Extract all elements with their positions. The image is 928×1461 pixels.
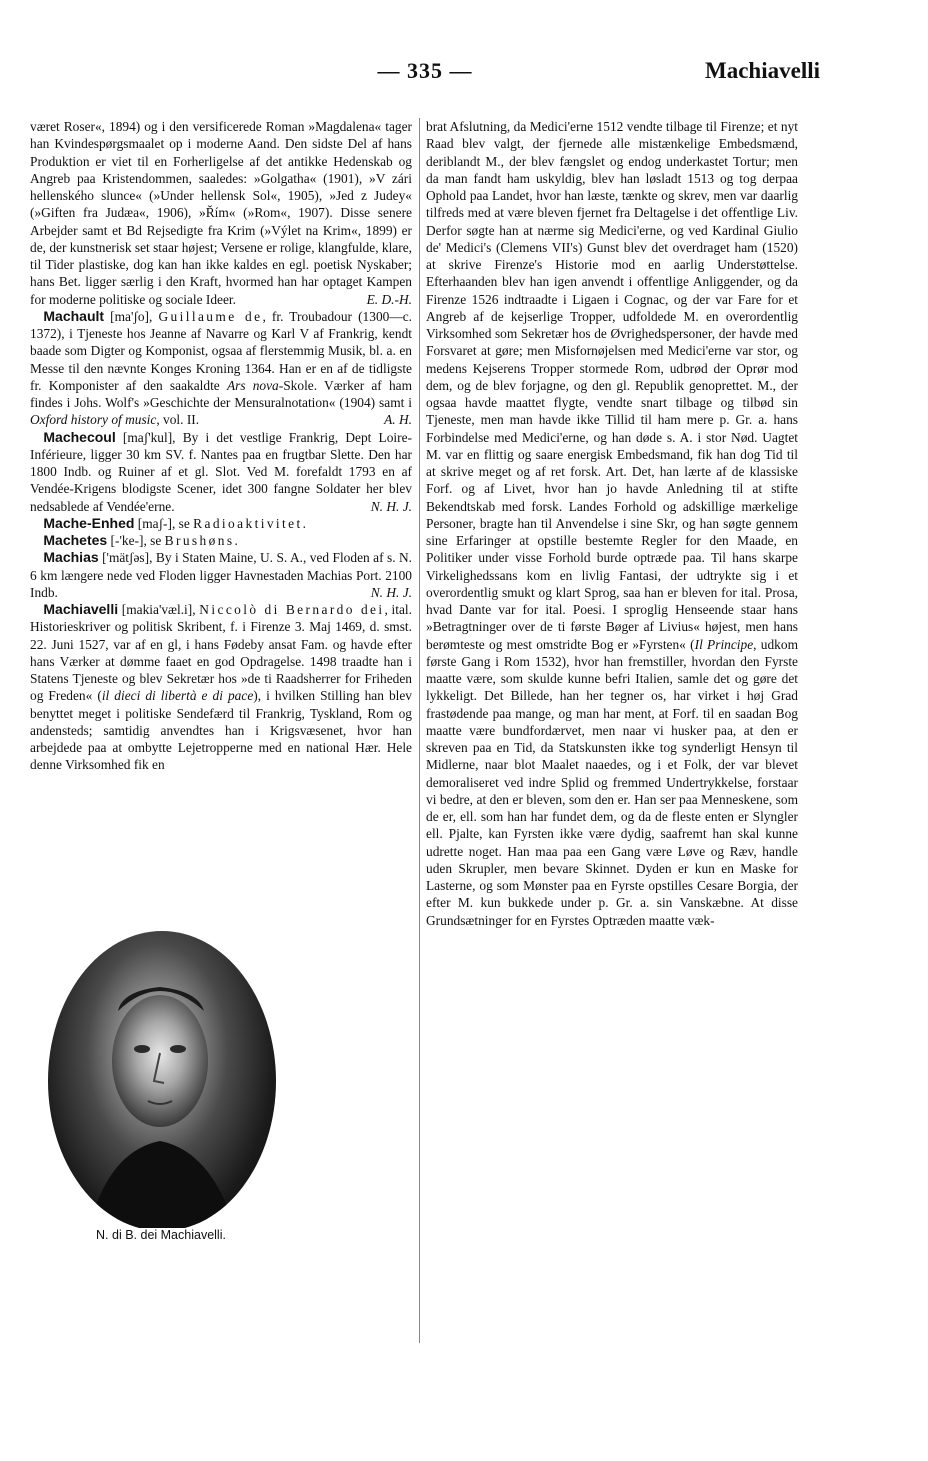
page-number: — 335 — (377, 58, 473, 83)
entry-continued (30, 118, 412, 308)
entry-machiavelli (30, 601, 412, 774)
headword: Mache-Enhed (43, 514, 135, 531)
entry-machetes: Machetes [-'ke-], se Brushøns. (43, 532, 238, 548)
entry-machias (30, 549, 412, 601)
pronunciation: [makia'væl.i], (118, 602, 200, 617)
italic-term: Ars nova (226, 377, 279, 393)
author-signature: E. D.-H. (366, 291, 412, 307)
portrait-figure (30, 905, 292, 1265)
entry-text: ['mätʃəs], By i Staten Maine, U. S. A., ved Floden af s. N. 6 km længere nede ved Floden ligger Havnestaden Machias Port. 2100 Indb. (30, 550, 412, 600)
entry-text: , udkom første Gang i Rom 1532), hvor han fremstiller, hvordan den Fyrste maatte være, som skulde kunne befri Italien, samle det og gøre det lykkeligt. Det Billede, han her tegner os, har virket i høj Grad frastødende paa mange, og man har ment, at Forf. til en saadan Bog maatte være bundfordærvet, men naar vi husker paa, at den er skreven paa en Tid, da Statskunsten ikke tog synderligt Hensyn til Midlerne, naar blot Maalet naaedes, og i et Folk, der var blevet demoraliseret ved indre Splid og fremmed Undertrykkelse, forstaar vi bedre, at den er bleven, som den er. Han ser paa Menneskene, som de er, ell. som han har fundet dem, og da de fleste enten er Slyngler ell. Pjalte, kan Fyrsten ikke være dydig, saafremt han skal kunne udrette noget. Han maa paa een Gang være Løve og Ræv, handle uden Skrupler, men bevare Skinnet. Dyden er kun en Maske for Lasterne, og som Mønster paa en Fyrste opstilles Cesare Borgia, der efter M. kun bukkede under p. Gr. a. sin Vanskæbne. At disse Grundsætninger for en Fyrstes Optræden maatte væk- (426, 636, 798, 928)
headword: Machetes (43, 532, 108, 548)
headword: Machecoul (43, 428, 116, 445)
italic-title: Il Principe (694, 636, 754, 652)
entry-text: -Skole. Værker af ham findes i Johs. Wolf's »Geschichte der Mensuralnotation« (1904) samt i (30, 377, 413, 410)
page-header (30, 58, 820, 98)
entry-text: [-'ke-], se (107, 533, 165, 548)
portrait-caption: N. di B. dei Machiavelli. (30, 1228, 292, 1242)
italic-title: Oxford history of music (30, 412, 157, 428)
machiavelli-portrait-image (48, 931, 276, 1231)
right-column (426, 118, 798, 929)
column-divider (419, 118, 420, 1343)
entry-text: , ital. Historieskriver og politisk Skribent, f. i Firenze 3. Maj 1469, d. smst. 22. Juni 1527, var af en gl, i hans Fødeby ansat Fam. og havde efter hans Værker at dømme faaet en god Opdragelse. 1498 traadte han i Statens Tjeneste og blev Sekretær hos »de ti Raadsherrer for Friheden og Freden« ( (30, 602, 412, 704)
running-head: Machiavelli (705, 58, 820, 83)
italic-term: il dieci di libertà e di pace (101, 688, 254, 704)
cross-reference: Radioaktivitet (193, 515, 303, 531)
entry-text: været Roser«, 1894) og i den versificerede Roman »Magdalena« tager han Kvindespørgsmaalet op i moderne Aand. Den sidste Del af hans Produktion er viet til en Forherligelse af det antikke Hedenskab og Angreb paa Kristendommen, saaledes: »Golgatha« (1901), »V zári hellenského slunce« (»Under hellensk Sol«, 1905), »Jed z Judey« (»Giften fra Judæa«, 1906), »Řím« (»Rom«, 1907). Disse senere Arbejder samt et Bd Rejsedigte fra Krim (»Výlet na Krim«, 1899) er de, der kunstnerisk set staar højest; Versene er rolige, klangfulde, klare, til Tider plastiske, dog kan han ikke kaldes en egl. poetisk Nyskaber; hans Bet. ligger særlig i den Kraft, hvormed han har optaget Kampen for moderne politiske og sociale Ideer. (30, 119, 413, 307)
entry-text: brat Afslutning, da Medici'erne 1512 vendte tilbage til Firenze; et nyt Raad blev valgt, der fjernede alle mistænkelige Embedsmænd, deriblandt M., der blev fængslet og endog underkastet Tortur; men da man fandt ham uskyldig, blev han løsladt 1513 og tog derpaa Ophold paa Landet, hvor han læste, tænkte og skrev, men var daarlig tilfreds med at være bleven fjernet fra Deltagelse i det offentlige Liv. Derfor søgte han at nærme sig Medici'erne, og ved Kardinal Giulio de' Medici's (Clemens VII's) Gunst blev det overdraget ham (1520) at skrive Firenze's Historie mod en aarlig Understøttelse. Efterhaanden blev han igen anvendt i offentlige Anliggender, og da Firenze 1526 indtraadte i Ligaen i Cognac, og der var Fare for et Angreb af de kejserlige Tropper, udfoldede M. en overordentlig Virksomhed som Sekretær hos de Øvrighedspersoner, der havde med Forsvaret at gøre; men Misfornøjelsen med Medici'erne var stor, og medens Kejserens Tropper stormede Rom, udbrød der Oprør mod dem, og de blev forjagne, og den gl. Republik genoprettet. M., der ogsaa havde maattet flygte, vendte snart tilbage og tilbød sin Tjeneste, men man havde ikke Tillid til ham mere p. Gr. a. hans Forbindelse med Medici'erne, og han døde s. A. i stor Nød. Uagtet M. var en flittig og saare energisk Embedsmand, fik han dog Tid til at skrive meget og af ret forsk. Art. Det, han lærte af de klassiske Forf. og af Livet, hvor han jo havde Anledning til at stifte Bekendtskab med forsk. Landes Forhold og adskillige mærkelige Personer, bragte han til Anvendelse i sine Skr, og han søgte gennem sine Erfaringer at opstille bestemte Regler for den Maade, en Politiker under visse Forhold burde optræde paa. Til hans skarpe Virkelighedssans kom en livlig Fantasi, der udtrykte sig i et overordentlig smukt og klart Sprog, saa han er bleven for ital. Prosa, hvad Dante var for ital. Poesi. I sproglig Henseende staar hans »Betragtninger over de ti første Bøger af Livius« højest, men hans berømteste og mest omstridte Bog er »Fyrsten« ( (426, 119, 798, 652)
portrait-face-icon (48, 931, 276, 1231)
headword: Machiavelli (43, 601, 119, 617)
pronunciation: [ma'ʃo], (104, 308, 159, 324)
person-name: Niccolò di Bernardo dei (199, 602, 385, 617)
entry-text: [maʃ'kul], By i det vestlige Frankrig, Dept Loire-Inférieure, ligger 30 km SV. f. Nantes paa en frugtbar Slette. Den har 1800 Indb. og Ruiner af et gl. Slot. Ved M. forefaldt 1793 en af Vendée-Krigens blodigste Scener, idet 300 fangne Soldater her blev nedsablede af Vendée'erne. (30, 429, 412, 514)
author-signature: A. H. (384, 412, 412, 428)
entry-text: , fr. Troubadour (1300—c. 1372), i Tjeneste hos Jeanne af Navarre og Karl V af Frankrig, kendt baade som Digter og Komponist, ogsaa af flerstemmig Musik, bl. a. en Messe til den nævnte Konges Kroning 1364. Han er en af de tidligste fr. Komponister af den saakaldte (30, 308, 413, 393)
author-signature: N. H. J. (370, 498, 412, 514)
entry-mache-enhed: Mache-Enhed [maʃ-], se Radioaktivitet. (43, 514, 306, 531)
author-signature: N. H. J. (370, 584, 412, 600)
headword: Machias (43, 549, 99, 566)
entry-machault (30, 308, 412, 429)
person-name: Guillaume de (158, 308, 263, 324)
entry-machiavelli-continued (426, 118, 798, 929)
entry-text: , vol. II. (156, 412, 200, 428)
entry-text: ), i hvilken Stilling han blev benyttet meget i politiske Sendefærd til Frankrig, Tyskland, Rom og andensteds; samtidig anvendtes han i Krigsvæsenet, hvor han arbejdede paa at ombytte Lejetropperne med en national Hær. Hele denne Virksomhed fik en (30, 688, 412, 773)
headword: Machault (43, 307, 105, 324)
entry-machecoul (30, 429, 412, 515)
cross-reference: Brushøns (164, 533, 235, 548)
entry-text: [maʃ-], se (134, 515, 194, 531)
